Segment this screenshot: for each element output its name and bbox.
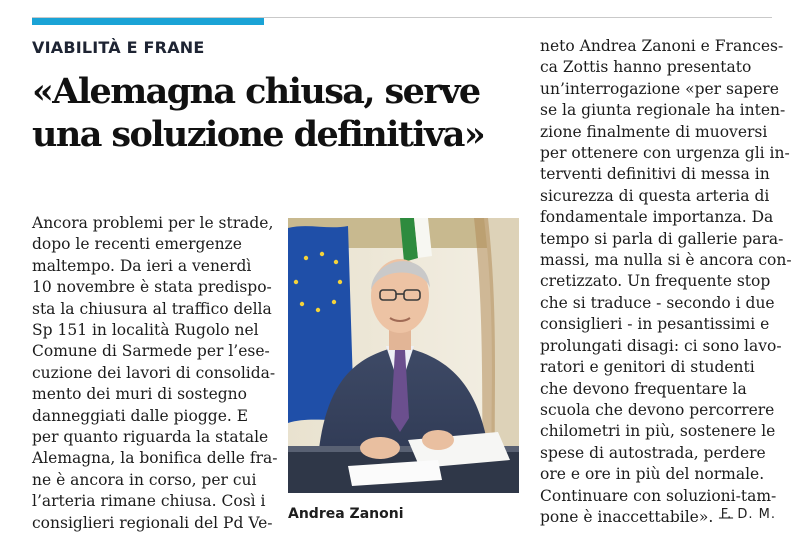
section-label: VIABILITÀ E FRANE — [32, 38, 205, 57]
body-line: Sp 151 in località Rugolo nel — [32, 321, 259, 340]
headline — [32, 70, 537, 156]
body-line: Alemagna, la bonifica delle fra- — [32, 449, 278, 468]
body-line: Continuare con soluzioni-tam- — [540, 486, 777, 505]
author-signature: F. D. M. — [720, 507, 776, 522]
article-body-column-1 — [32, 213, 278, 534]
body-line: sicurezza di questa arteria di — [540, 186, 770, 205]
body-line: l’arteria rimane chiusa. Così i — [32, 492, 266, 511]
body-line: pone è inaccettabile». — — [540, 507, 734, 526]
body-line: tempo si parla di gallerie para- — [540, 229, 784, 248]
body-line: che si traduce - secondo i due — [540, 293, 775, 312]
body-line: sta la chiusura al traffico della — [32, 299, 272, 318]
section-accent-bar — [32, 18, 264, 25]
photo-caption: Andrea Zanoni — [288, 506, 404, 522]
article-body-column-2 — [540, 36, 792, 528]
body-line: mento dei muri di sostegno — [32, 385, 247, 404]
body-line: consiglieri regionali del Pd Ve- — [32, 513, 273, 532]
body-line: maltempo. Da ieri a venerdì — [32, 256, 252, 275]
body-line: massi, ma nulla si è ancora con- — [540, 251, 792, 270]
body-line: ratori e genitori di studenti — [540, 358, 755, 377]
body-line: un’interrogazione «per sapere — [540, 79, 779, 98]
body-line: spese di autostrada, perdere — [540, 443, 766, 462]
body-line: 10 novembre è stata predispo- — [32, 278, 272, 297]
portrait-illustration — [288, 218, 519, 493]
body-line: ca Zottis hanno presentato — [540, 58, 752, 77]
body-line: fondamentale importanza. Da — [540, 208, 774, 227]
body-line: Ancora problemi per le strade, — [32, 214, 274, 232]
body-line: ore e ore in più del normale. — [540, 465, 765, 484]
headline-line: una soluzione definitiva» — [32, 114, 485, 155]
body-line: scuola che devono percorrere — [540, 400, 775, 419]
body-line: zione finalmente di muoversi — [540, 122, 768, 141]
body-line: cuzione dei lavori di consolida- — [32, 363, 276, 382]
body-line: neto Andrea Zanoni e Frances- — [540, 37, 784, 55]
body-line: Comune di Sarmede per l’ese- — [32, 342, 270, 361]
body-line: se la giunta regionale ha inten- — [540, 101, 786, 120]
article-photo — [288, 218, 519, 493]
body-line: ne è ancora in corso, per cui — [32, 470, 257, 489]
body-line: che devono frequentare la — [540, 379, 747, 398]
body-line: chilometri in più, sostenere le — [540, 422, 776, 441]
body-line: terventi definitivi di messa in — [540, 165, 770, 184]
body-line: danneggiati dalle piogge. E — [32, 406, 249, 425]
body-line: per quanto riguarda la statale — [32, 428, 269, 447]
body-line: per ottenere con urgenza gli in- — [540, 144, 790, 163]
headline-line: «Alemagna chiusa, serve — [32, 71, 480, 112]
body-line: consiglieri - in pesantissimi e — [540, 315, 770, 334]
body-line: cretizzato. Un frequente stop — [540, 272, 771, 291]
body-line: prolungati disagi: ci sono lavo- — [540, 336, 782, 355]
body-line: dopo le recenti emergenze — [32, 235, 242, 254]
